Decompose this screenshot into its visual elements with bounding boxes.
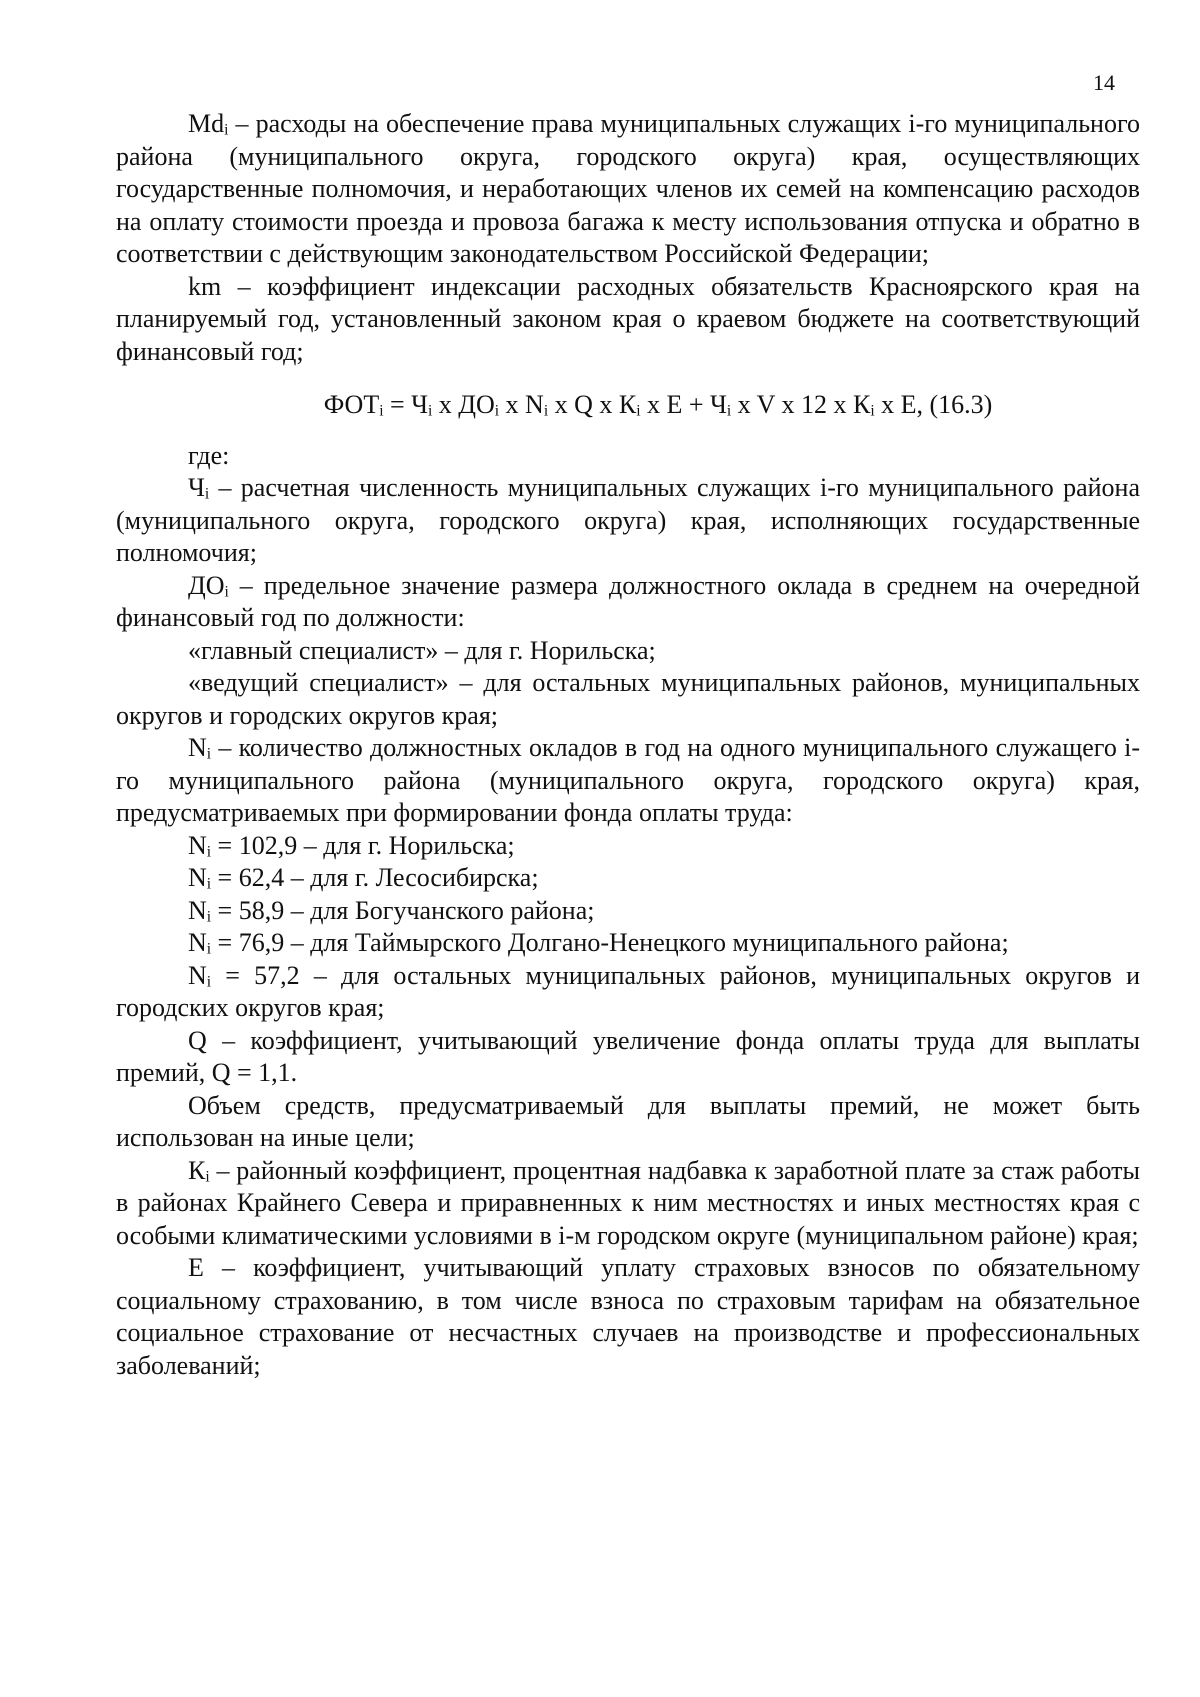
paragraph-e-definition: E – коэффициент, учитывающий уплату страховых взносов по обязательному социальному страхованию, в том числе взноса по страховым тарифам на обязательное социальное страхование от несчастных случаев на производстве и профессиональных заболеваний; (116, 1253, 1140, 1380)
paragraph-md-definition: Mdᵢ – расходы на обеспечение права муниципальных служащих i-го муниципального района (муниципального округа, городского округа) края, осуществляющих государственные полномочия, и неработающих членов их семей на компенсацию расходов на оплату стоимости проезда и провоза багажа к месту использования отпуска и обратно в соответствии с действующим законодательством Российской Федерации; (116, 109, 1140, 268)
paragraph-n-others: Nᵢ = 57,2 – для остальных муниципальных районов, муниципальных округов и городских округов края; (116, 960, 1140, 1022)
paragraph-ch-definition: Чᵢ – расчетная численность муниципальных служащих i-го муниципального района (муниципального округа, городского округа) края, исполняющих государственные полномочия; (116, 473, 1140, 567)
paragraph-n-boguchany: Nᵢ = 58,9 – для Богучанского района; (188, 895, 595, 925)
paragraph-do-definition: ДОᵢ – предельное значение размера должностного оклада в среднем на очередной финансовый год по должности: (116, 570, 1140, 632)
paragraph-n-lesosibirsk: Nᵢ = 62,4 – для г. Лесосибирска; (188, 863, 539, 892)
where-label: где: (188, 440, 230, 470)
paragraph-n-taimyr: Nᵢ = 76,9 – для Таймырского Долгано-Ненецкого муниципального района; (188, 928, 1009, 957)
paragraph-n-definition: Nᵢ – количество должностных окладов в год на одного муниципального служащего i-го муниципального района (муниципального округа, городского округа) края, предусматриваемых при формировании фонда оплаты труда: (116, 733, 1140, 827)
paragraph-k-definition: Кᵢ – районный коэффициент, процентная надбавка к заработной плате за стаж работы в районах Крайнего Севера и приравненных к ним местностях и иных местностях края с особыми климатическими условиями в i-м городском округе (муниципальном районе) края; (116, 1155, 1140, 1250)
formula-fot: ФОТᵢ = Чᵢ x ДОᵢ x Nᵢ x Q x Кᵢ x E + Чᵢ x V x 12 x Кᵢ x E, (16.3) (323, 390, 993, 419)
paragraph-leading-specialist: «ведущий специалист» – для остальных муниципальных районов, муниципальных округов и городских округов края; (116, 668, 1140, 730)
paragraph-n-norilsk: Nᵢ = 102,9 – для г. Норильска; (188, 830, 515, 860)
paragraph-km-definition: km – коэффициент индексации расходных обязательств Красноярского края на планируемый год, установленный законом края о краевом бюджете на соответствующий финансовый год; (116, 271, 1140, 366)
paragraph-chief-specialist: «главный специалист» – для г. Норильска; (188, 635, 656, 665)
document-body (116, 108, 1140, 1382)
paragraph-premium-funds: Объем средств, предусматриваемый для выплаты премий, не может быть использован на иные цели; (116, 1090, 1140, 1152)
paragraph-q-definition: Q – коэффициент, учитывающий увеличение фонда оплаты труда для выплаты премий, Q = 1,1. (116, 1025, 1140, 1087)
page-number: 14 (1093, 70, 1115, 95)
